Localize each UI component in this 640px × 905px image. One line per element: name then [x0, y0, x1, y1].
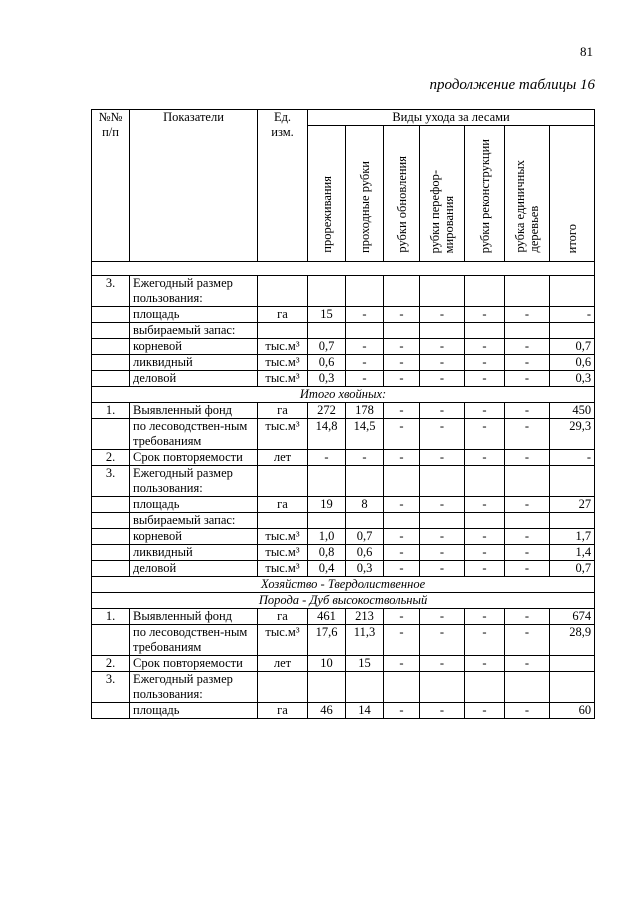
- row-unit: тыс.м³: [258, 545, 308, 561]
- row-value: 674: [550, 609, 595, 625]
- row-value: -: [420, 403, 465, 419]
- row-value: -: [384, 371, 420, 387]
- row-value: -: [346, 307, 384, 323]
- row-value: -: [505, 656, 550, 672]
- row-value: -: [505, 703, 550, 719]
- row-value: -: [384, 497, 420, 513]
- table-row: [92, 450, 595, 466]
- row-value: -: [505, 419, 550, 450]
- row-value: -: [505, 561, 550, 577]
- row-value: 27: [550, 497, 595, 513]
- row-value: [420, 466, 465, 497]
- header-indicators: Показатели: [130, 110, 258, 262]
- header-col-label: прореживания: [319, 176, 334, 253]
- row-unit: [258, 513, 308, 529]
- row-label: деловой: [130, 561, 258, 577]
- row-value: -: [420, 703, 465, 719]
- row-value: 19: [308, 497, 346, 513]
- row-value: [346, 466, 384, 497]
- row-number: [92, 625, 130, 656]
- row-value: 0,7: [550, 561, 595, 577]
- row-value: 28,9: [550, 625, 595, 656]
- row-number: 3.: [92, 466, 130, 497]
- row-label: ликвидный: [130, 545, 258, 561]
- row-value: [384, 276, 420, 307]
- row-value: [550, 656, 595, 672]
- row-label: выбираемый запас:: [130, 323, 258, 339]
- row-value: -: [505, 545, 550, 561]
- row-number: [92, 371, 130, 387]
- row-value: -: [384, 419, 420, 450]
- row-number: 3.: [92, 276, 130, 307]
- row-value: [420, 276, 465, 307]
- row-value: [308, 276, 346, 307]
- row-unit: лет: [258, 450, 308, 466]
- row-unit: га: [258, 703, 308, 719]
- table-row: [92, 561, 595, 577]
- table-row: [92, 577, 595, 593]
- row-number: [92, 529, 130, 545]
- row-value: -: [465, 403, 505, 419]
- row-number: 1.: [92, 609, 130, 625]
- row-unit: га: [258, 497, 308, 513]
- row-value: [346, 323, 384, 339]
- row-value: [505, 513, 550, 529]
- row-value: 178: [346, 403, 384, 419]
- header-num: №№ п/п: [92, 110, 130, 262]
- row-value: 272: [308, 403, 346, 419]
- row-value: -: [505, 609, 550, 625]
- row-unit: га: [258, 403, 308, 419]
- header-col-label: рубки реконструкции: [477, 138, 492, 253]
- row-value: [505, 466, 550, 497]
- row-number: [92, 419, 130, 450]
- row-value: -: [384, 703, 420, 719]
- header-col: [346, 126, 384, 262]
- row-value: [308, 323, 346, 339]
- row-value: 450: [550, 403, 595, 419]
- header-spacer: [92, 262, 595, 276]
- row-value: -: [505, 450, 550, 466]
- row-value: [465, 672, 505, 703]
- row-unit: [258, 276, 308, 307]
- row-label: Срок повторяемости: [130, 656, 258, 672]
- row-value: -: [308, 450, 346, 466]
- row-label: Срок повторяемости: [130, 450, 258, 466]
- table-row: [92, 625, 595, 656]
- page-number: 81: [580, 44, 593, 59]
- row-value: 1,0: [308, 529, 346, 545]
- row-value: -: [384, 339, 420, 355]
- row-value: -: [465, 561, 505, 577]
- row-unit: тыс.м³: [258, 371, 308, 387]
- row-value: [505, 276, 550, 307]
- row-value: [550, 323, 595, 339]
- table-row: [92, 323, 595, 339]
- row-value: -: [505, 307, 550, 323]
- row-value: -: [550, 307, 595, 323]
- row-value: 213: [346, 609, 384, 625]
- header-unit: Ед. изм.: [258, 110, 308, 262]
- row-value: [550, 466, 595, 497]
- row-value: -: [384, 545, 420, 561]
- row-value: -: [384, 609, 420, 625]
- row-value: [384, 672, 420, 703]
- row-value: 0,4: [308, 561, 346, 577]
- row-value: 0,6: [346, 545, 384, 561]
- row-value: -: [384, 403, 420, 419]
- section-heading: Хозяйство - Твердолиственное: [92, 577, 595, 593]
- row-number: [92, 561, 130, 577]
- row-label: по лесоводствен-ным требованиям: [130, 625, 258, 656]
- header-col: [384, 126, 420, 262]
- row-value: [346, 276, 384, 307]
- row-label: корневой: [130, 529, 258, 545]
- row-value: -: [505, 529, 550, 545]
- row-label: по лесоводствен-ным требованиям: [130, 419, 258, 450]
- row-value: 10: [308, 656, 346, 672]
- row-value: 29,3: [550, 419, 595, 450]
- row-value: [420, 672, 465, 703]
- forest-care-table: [91, 109, 595, 719]
- header-col-label: рубки обновления: [394, 156, 409, 253]
- row-value: 0,7: [308, 339, 346, 355]
- row-value: -: [505, 371, 550, 387]
- row-value: 0,3: [550, 371, 595, 387]
- row-value: -: [384, 355, 420, 371]
- row-value: -: [420, 307, 465, 323]
- row-value: -: [420, 609, 465, 625]
- row-unit: га: [258, 307, 308, 323]
- row-value: -: [465, 625, 505, 656]
- table-row: [92, 339, 595, 355]
- row-value: [346, 672, 384, 703]
- table-row: [92, 355, 595, 371]
- row-value: -: [420, 529, 465, 545]
- row-label: выбираемый запас:: [130, 513, 258, 529]
- row-label: площадь: [130, 497, 258, 513]
- row-value: -: [465, 355, 505, 371]
- header-col: [550, 126, 595, 262]
- table-row: [92, 593, 595, 609]
- row-value: 0,6: [308, 355, 346, 371]
- row-unit: тыс.м³: [258, 625, 308, 656]
- header-group: Виды ухода за лесами: [308, 110, 595, 126]
- row-value: [308, 672, 346, 703]
- row-value: -: [420, 497, 465, 513]
- table-row: [92, 672, 595, 703]
- row-value: 0,3: [308, 371, 346, 387]
- header-col: [420, 126, 465, 262]
- row-label: Ежегодный размер пользования:: [130, 276, 258, 307]
- table-row: [92, 656, 595, 672]
- row-value: 0,3: [346, 561, 384, 577]
- row-value: -: [505, 625, 550, 656]
- row-value: [550, 276, 595, 307]
- row-value: -: [384, 450, 420, 466]
- table-row: [92, 371, 595, 387]
- table-row: [92, 545, 595, 561]
- row-value: [505, 672, 550, 703]
- row-value: [465, 466, 505, 497]
- row-value: 15: [308, 307, 346, 323]
- row-number: [92, 497, 130, 513]
- row-unit: тыс.м³: [258, 339, 308, 355]
- row-label: Ежегодный размер пользования:: [130, 466, 258, 497]
- row-value: [505, 323, 550, 339]
- row-number: 3.: [92, 672, 130, 703]
- row-value: -: [465, 419, 505, 450]
- row-value: -: [384, 561, 420, 577]
- header-col: [465, 126, 505, 262]
- row-value: -: [505, 497, 550, 513]
- row-value: -: [384, 529, 420, 545]
- row-value: 11,3: [346, 625, 384, 656]
- row-number: 1.: [92, 403, 130, 419]
- row-value: -: [420, 625, 465, 656]
- row-value: -: [420, 339, 465, 355]
- table-row: [92, 529, 595, 545]
- row-value: [384, 513, 420, 529]
- row-unit: [258, 672, 308, 703]
- row-value: -: [465, 529, 505, 545]
- row-value: 1,7: [550, 529, 595, 545]
- subsection-heading: Порода - Дуб высокоствольный: [92, 593, 595, 609]
- table-row: [92, 419, 595, 450]
- header-col: [505, 126, 550, 262]
- row-value: 0,7: [346, 529, 384, 545]
- table-row: [92, 387, 595, 403]
- row-label: площадь: [130, 307, 258, 323]
- row-value: 14: [346, 703, 384, 719]
- row-number: 2.: [92, 656, 130, 672]
- table-row: [92, 609, 595, 625]
- row-number: [92, 355, 130, 371]
- row-value: -: [420, 450, 465, 466]
- row-value: -: [550, 450, 595, 466]
- row-value: -: [420, 419, 465, 450]
- row-value: 14,8: [308, 419, 346, 450]
- row-value: 17,6: [308, 625, 346, 656]
- row-value: -: [346, 371, 384, 387]
- row-label: площадь: [130, 703, 258, 719]
- header-col: [308, 126, 346, 262]
- row-number: [92, 307, 130, 323]
- row-value: [465, 276, 505, 307]
- row-value: 1,4: [550, 545, 595, 561]
- row-unit: тыс.м³: [258, 355, 308, 371]
- row-number: [92, 323, 130, 339]
- header-col-label: итого: [565, 223, 580, 253]
- row-value: 8: [346, 497, 384, 513]
- row-value: -: [505, 339, 550, 355]
- row-value: -: [465, 339, 505, 355]
- row-value: [420, 323, 465, 339]
- row-unit: тыс.м³: [258, 419, 308, 450]
- row-value: -: [465, 450, 505, 466]
- section-heading: Итого хвойных:: [92, 387, 595, 403]
- row-value: -: [420, 545, 465, 561]
- row-label: Выявленный фонд: [130, 609, 258, 625]
- row-value: 0,6: [550, 355, 595, 371]
- row-number: [92, 545, 130, 561]
- row-value: [384, 466, 420, 497]
- table-row: [92, 276, 595, 307]
- table-continuation-caption: продолжение таблицы 16: [429, 77, 595, 93]
- row-value: [465, 513, 505, 529]
- row-value: -: [505, 355, 550, 371]
- row-number: [92, 339, 130, 355]
- row-value: -: [465, 656, 505, 672]
- table-row: [92, 703, 595, 719]
- row-value: -: [346, 450, 384, 466]
- row-unit: [258, 323, 308, 339]
- row-value: -: [465, 497, 505, 513]
- row-label: корневой: [130, 339, 258, 355]
- row-value: 60: [550, 703, 595, 719]
- row-unit: тыс.м³: [258, 561, 308, 577]
- row-value: [384, 323, 420, 339]
- header-col-label: проходные рубки: [357, 161, 372, 253]
- row-value: -: [465, 371, 505, 387]
- row-unit: [258, 466, 308, 497]
- row-value: 0,8: [308, 545, 346, 561]
- row-label: Ежегодный размер пользования:: [130, 672, 258, 703]
- row-value: [550, 513, 595, 529]
- row-value: [308, 466, 346, 497]
- row-value: -: [420, 561, 465, 577]
- row-value: [420, 513, 465, 529]
- row-label: ликвидный: [130, 355, 258, 371]
- row-value: -: [505, 403, 550, 419]
- row-value: [308, 513, 346, 529]
- table-row: [92, 307, 595, 323]
- row-value: -: [346, 355, 384, 371]
- table-row: [92, 497, 595, 513]
- row-unit: га: [258, 609, 308, 625]
- row-number: 2.: [92, 450, 130, 466]
- row-label: Выявленный фонд: [130, 403, 258, 419]
- row-unit: тыс.м³: [258, 529, 308, 545]
- row-value: [465, 323, 505, 339]
- row-value: -: [384, 625, 420, 656]
- row-value: -: [384, 307, 420, 323]
- row-value: -: [384, 656, 420, 672]
- table-row: [92, 403, 595, 419]
- row-value: -: [420, 371, 465, 387]
- header-col-label: рубка единичных деревьев: [513, 160, 541, 253]
- table-row: [92, 466, 595, 497]
- row-value: -: [346, 339, 384, 355]
- row-value: 46: [308, 703, 346, 719]
- row-value: -: [465, 703, 505, 719]
- row-value: 461: [308, 609, 346, 625]
- row-value: -: [465, 545, 505, 561]
- row-value: [346, 513, 384, 529]
- row-value: -: [420, 656, 465, 672]
- row-number: [92, 703, 130, 719]
- row-value: [550, 672, 595, 703]
- row-value: -: [465, 307, 505, 323]
- header-col-label: рубки перефор- мирования: [428, 169, 456, 253]
- row-value: 15: [346, 656, 384, 672]
- row-value: -: [420, 355, 465, 371]
- row-number: [92, 513, 130, 529]
- row-unit: лет: [258, 656, 308, 672]
- row-value: 14,5: [346, 419, 384, 450]
- row-value: 0,7: [550, 339, 595, 355]
- table-row: [92, 513, 595, 529]
- row-label: деловой: [130, 371, 258, 387]
- row-value: -: [465, 609, 505, 625]
